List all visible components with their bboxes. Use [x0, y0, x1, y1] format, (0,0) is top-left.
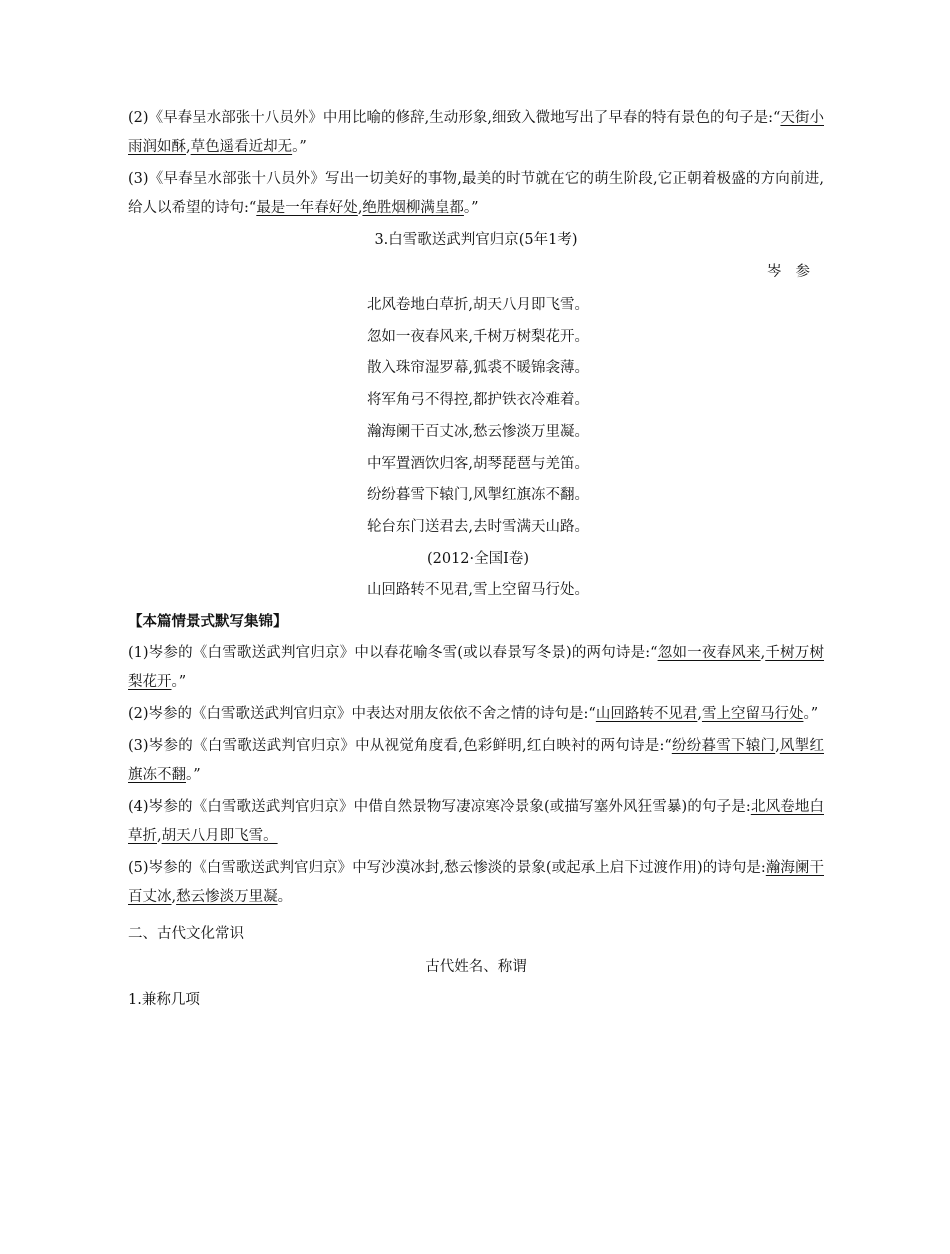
section-heading: 二、古代文化常识	[128, 926, 244, 943]
answer-blank: 纷纷暮雪下辕门	[671, 738, 776, 755]
exam-source-note: (2012·全国Ⅰ卷)	[426, 550, 530, 567]
collection-question-2: (2)岑参的《白雪歌送武判官归京》中表达对朋友依依不舍之情的诗句是:“山回路转不见君,雪上空留马行处。”	[128, 706, 819, 723]
poem-line: 忽如一夜春风来,千树万树梨花开。	[366, 328, 590, 345]
list-item-heading: 1.兼称几项	[128, 992, 200, 1009]
answer-blank: 绝胜烟柳满皇都	[362, 200, 464, 216]
collection-question-3: (3)岑参的《白雪歌送武判官归京》中从视觉角度看,色彩鲜明,红白映衬的两句诗是:“纷纷暮雪下辕门,风掣红旗冻不翻。”	[128, 738, 825, 784]
question-2-early-spring: (2)《早春呈水部张十八员外》中用比喻的修辞,生动形象,细致入微地写出了早春的特有景色的句子是:“天街小雨润如酥,草色遥看近却无。”	[128, 110, 824, 155]
answer-blank: 山回路转不见君	[595, 706, 698, 723]
poem-line: 轮台东门送君去,去时雪满天山路。	[366, 518, 590, 535]
answer-blank: 风掣红旗冻不翻	[128, 738, 825, 784]
poem-line: 山回路转不见君,雪上空留马行处。	[366, 582, 590, 599]
question-3-early-spring: (3)《早春呈水部张十八员外》写出一切美好的事物,最美的时节就在它的萌生阶段,它正朝着极盛的方向前进,给人以希望的诗句:“最是一年春好处,绝胜烟柳满皇都。”	[128, 171, 824, 216]
collection-question-5: (5)岑参的《白雪歌送武判官归京》中写沙漠冰封,愁云惨淡的景象(或起承上启下过渡作用)的诗句是:瀚海阑干百丈冰,愁云惨淡万里凝。	[128, 860, 824, 906]
poem-line: 北风卷地白草折,胡天八月即飞雪。	[366, 297, 590, 313]
collection-question-1: (1)岑参的《白雪歌送武判官归京》中以春花喻冬雪(或以春景写冬景)的两句诗是:“忽如一夜春风来,千树万树梨花开。”	[128, 645, 825, 691]
poem-body	[128, 290, 824, 607]
poem-line: 瀚海阑干百丈冰,愁云惨淡万里凝。	[366, 423, 590, 440]
document-page	[128, 104, 824, 1018]
poem-line: 将军角弓不得控,都护铁衣冷难着。	[366, 392, 590, 409]
poem-author: 岑参	[767, 264, 824, 280]
answer-blank: 雪上空留马行处	[701, 706, 804, 723]
poem-line: 纷纷暮雪下辕门,风掣红旗冻不翻。	[366, 487, 590, 504]
answer-blank: 草色遥看近却无	[190, 139, 293, 155]
answer-blank: 瀚海阑干百丈冰	[128, 860, 824, 906]
section-subtitle: 古代姓名、称谓	[425, 959, 527, 976]
answer-blank: 千树万树梨花开	[128, 645, 825, 691]
answer-blank: 忽如一夜春风来	[657, 645, 761, 662]
poem-title: 3.白雪歌送武判官归京(5年1考)	[374, 232, 578, 248]
answer-blank: 愁云惨淡万里凝	[176, 889, 278, 906]
collection-question-4: (4)岑参的《白雪歌送武判官归京》中借自然景物写凄凉寒冷景象(或描写塞外风狂雪暴)的句子是:北风卷地白草折,胡天八月即飞雪。	[128, 799, 824, 845]
answer-blank: 北风卷地白草折	[128, 799, 824, 845]
collection-heading: 【本篇情景式默写集锦】	[128, 613, 288, 631]
poem-line: 中军置酒饮归客,胡琴琵琶与羌笛。	[366, 455, 590, 472]
answer-blank: 胡天八月即飞雪。	[161, 828, 278, 845]
answer-blank: 天街小雨润如酥	[128, 110, 824, 155]
poem-line: 散入珠帘湿罗幕,狐裘不暖锦衾薄。	[366, 360, 590, 377]
answer-blank: 最是一年春好处	[256, 200, 358, 216]
